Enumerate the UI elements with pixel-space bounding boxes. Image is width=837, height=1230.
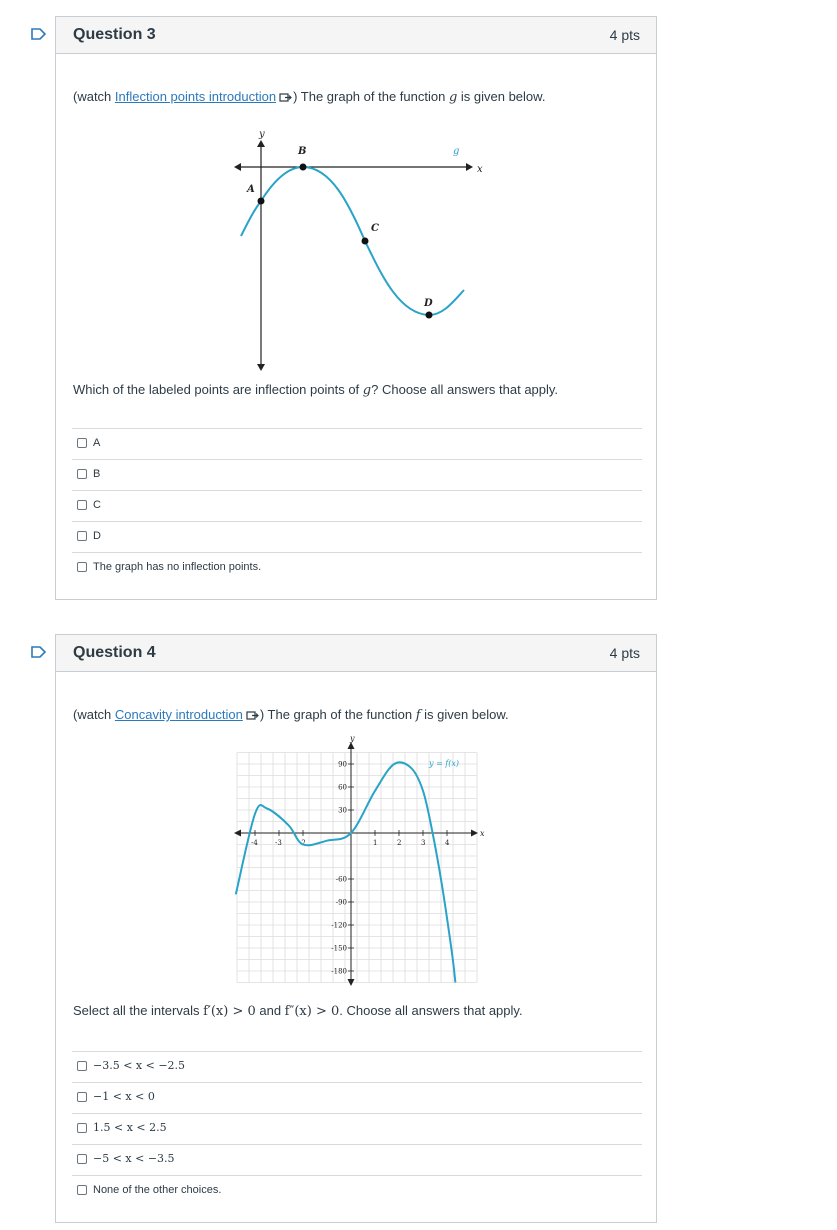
question-4-card	[55, 634, 657, 1223]
question-3-card	[55, 16, 657, 600]
graph-g	[231, 124, 481, 376]
checkbox[interactable]	[77, 531, 87, 541]
x-tick-label: -3	[275, 839, 282, 847]
question-points: 4 pts	[609, 27, 640, 43]
curve-g	[241, 167, 464, 315]
question-title: Question 4	[73, 644, 156, 661]
answer-option[interactable]	[72, 1175, 642, 1206]
answer-label: None of the other choices.	[93, 1184, 222, 1196]
answer-list	[72, 1051, 642, 1206]
question-points: 4 pts	[609, 645, 640, 661]
point-a	[258, 198, 265, 205]
point-c	[362, 238, 369, 245]
checkbox[interactable]	[77, 1123, 87, 1133]
flag-question-icon[interactable]	[31, 646, 47, 658]
answer-option[interactable]	[72, 1144, 642, 1175]
answer-label: −1 < x < 0	[93, 1090, 155, 1103]
x-axis-label: x	[480, 829, 485, 838]
answer-option[interactable]	[72, 1113, 642, 1144]
answer-label: −3.5 < x < −2.5	[93, 1059, 186, 1072]
point-c-label: C	[371, 223, 379, 234]
question-header	[56, 635, 656, 672]
answer-label: C	[93, 499, 101, 511]
answer-option[interactable]	[72, 1051, 642, 1082]
y-tick-label: -60	[335, 875, 347, 884]
graph-f	[230, 735, 490, 995]
question-intro: (watch Inflection points introduction ) The graph of the function g is given below.	[73, 89, 546, 105]
y-tick-label: 30	[338, 806, 347, 815]
point-b-label: B	[298, 146, 307, 157]
x-tick-label: -2	[299, 839, 306, 847]
curve-label: g	[453, 146, 460, 157]
answer-label: 1.5 < x < 2.5	[93, 1121, 167, 1134]
answer-label: −5 < x < −3.5	[93, 1152, 175, 1165]
point-a-label: A	[247, 184, 255, 195]
checkbox[interactable]	[77, 1185, 87, 1195]
answer-label: The graph has no inflection points.	[93, 561, 262, 573]
question-prompt: Which of the labeled points are inflection points of g? Choose all answers that apply.	[73, 382, 559, 398]
answer-label: A	[93, 437, 101, 449]
external-link-icon	[246, 710, 259, 721]
y-tick-label: -120	[331, 921, 347, 930]
video-link[interactable]: Concavity introduction	[114, 707, 243, 722]
answer-option[interactable]	[72, 1082, 642, 1113]
curve-label: y = f(x)	[429, 759, 460, 768]
video-link[interactable]: Inflection points introduction	[114, 89, 277, 104]
answer-option[interactable]	[72, 459, 642, 490]
question-header	[56, 17, 656, 54]
question-title: Question 3	[73, 26, 156, 43]
flag-question-icon[interactable]	[31, 28, 47, 40]
checkbox[interactable]	[77, 562, 87, 572]
answer-list	[72, 428, 642, 583]
x-tick-label: 3	[421, 839, 426, 847]
answer-option[interactable]	[72, 552, 642, 583]
checkbox[interactable]	[77, 500, 87, 510]
y-tick-label: -180	[331, 967, 347, 976]
x-tick-label: 2	[397, 839, 402, 847]
y-axis-label: y	[259, 129, 265, 140]
checkbox[interactable]	[77, 438, 87, 448]
y-tick-label: 60	[338, 783, 347, 792]
checkbox[interactable]	[77, 1154, 87, 1164]
point-d	[426, 312, 433, 319]
answer-label: D	[93, 530, 101, 542]
x-tick-label: 4	[445, 839, 450, 847]
y-axis-label: y	[350, 734, 355, 743]
checkbox[interactable]	[77, 1061, 87, 1071]
answer-option[interactable]	[72, 490, 642, 521]
question-intro: (watch Concavity introduction ) The graph of the function f is given below.	[73, 707, 509, 723]
point-d-label: D	[424, 298, 433, 309]
x-tick-label: 1	[373, 839, 378, 847]
point-b	[300, 164, 307, 171]
y-tick-label: 90	[338, 760, 347, 769]
external-link-icon	[279, 92, 292, 103]
checkbox[interactable]	[77, 1092, 87, 1102]
x-tick-label: -4	[251, 839, 258, 847]
question-prompt: Select all the intervals f′(x) > 0 and f″(x) > 0. Choose all answers that apply.	[73, 1003, 523, 1019]
y-tick-label: -150	[331, 944, 347, 953]
checkbox[interactable]	[77, 469, 87, 479]
answer-label: B	[93, 468, 101, 480]
x-axis-label: x	[477, 164, 483, 175]
y-tick-label: -90	[335, 898, 347, 907]
answer-option[interactable]	[72, 521, 642, 552]
answer-option[interactable]	[72, 428, 642, 459]
